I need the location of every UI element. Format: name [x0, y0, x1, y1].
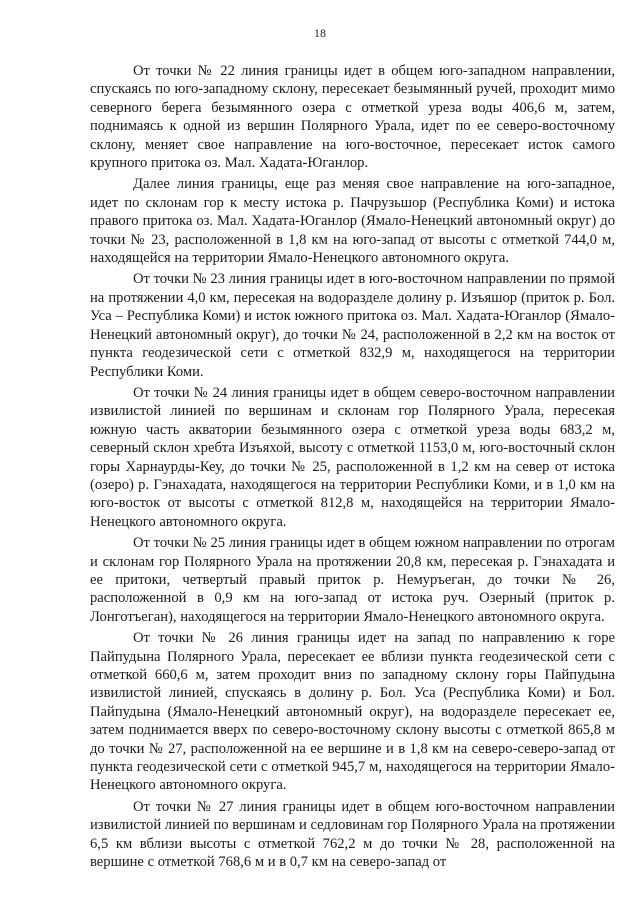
document-body — [90, 62, 615, 874]
paragraph-7: От точки № 27 линия границы идет в общем юго-восточном направлении извилистой линией по вершинам и седловинам гор Полярного Урала на протяжении 6,5 км вблизи высоты с отметкой 762,2 м до точки № 28, расположенной на вершине с отметкой 768,6 м и в 0,7 км на северо-запад от — [90, 798, 615, 871]
paragraph-5: От точки № 25 линия границы идет в общем южном направлении по отрогам и склонам гор Полярного Урала на протяжении 20,8 км, пересекая р. Гэнахадата и ее притоки, четвертый правый приток р. Немуръеган, до точки № 26, расположенной в 0,9 км на юго-запад от истока руч. Озерный (приток р. Лонготъеган), находящегося на территории Ямало-Ненецкого автономного округа. — [90, 535, 615, 625]
paragraph-4: От точки № 24 линия границы идет в общем северо-восточном направлении извилистой линией по вершинам и склонам гор Полярного Урала, пересекая южную часть акватории безымянного озера с отметкой уреза воды 683,2 м, северный склон хребта Изъяхой, высоту с отметкой 1153,0 м, юго-восточный склон горы Харнаурды-Кеу, до точки № 25, расположенной в 1,2 км на север от истока (озеро) р. Гэнахадата, находящегося на территории Республики Коми, и в 1,0 км на юго-восток от высоты с отметкой 812,8 м, находящейся на территории Ямало-Ненецкого автономного округа. — [90, 384, 615, 530]
paragraph-6: От точки № 26 линия границы идет на запад по направлению к горе Пайпудына Полярного Урала, пересекает ее вблизи пункта геодезической сети с отметкой 660,6 м, затем проходит вниз по западному склону горы Пайпудына извилистой линией, спускаясь в долину р. Бол. Уса (Республика Коми) и Бол. Пайпудына (Ямало-Ненецкий автономный округ), на водоразделе пересекает ее, затем поднимается вверх по северо-восточному склону высоты с отметкой 865,8 м до точки № 27, расположенной на ее вершине и в 1,8 км на северо-северо-запад от пункта геодезической сети с отметкой 945,7 м, находящегося на территории Ямало-Ненецкого автономного округа. — [90, 630, 615, 794]
paragraph-3: От точки № 23 линия границы идет в юго-восточном направлении по прямой на протяжении 4,0 км, пересекая на водоразделе долину р. Изъяшор (приток р. Бол. Уса – Республика Коми) и исток южного притока оз. Мал. Хадата-Юганлор (Ямало-Ненецкий автономный округ), до точки № 24, расположенной в 2,2 км на восток от пункта геодезической сети с отметкой 832,9 м, находящегося на территории Республики Коми. — [90, 271, 615, 380]
paragraph-1: От точки № 22 линия границы идет в общем юго-западном направлении, спускаясь по юго-западному склону, пересекает безымянный ручей, проходит мимо северного берега безымянного озера с отметкой уреза воды 406,6 м, затем, поднимаясь к одной из вершин Полярного Урала, идет по ее северо-восточному склону, меняет свое направление на юго-восточное, пересекает исток самого крупного притока оз. Мал. Хадата-Юганлор. — [90, 63, 615, 172]
page-number: 18 — [314, 26, 326, 40]
paragraph-2: Далее линия границы, еще раз меняя свое направление на юго-западное, идет по склонам гор к месту истока р. Пачрузьшор (Республика Коми) и истока правого притока оз. Мал. Хадата-Юганлор (Ямало-Ненецкий автономный округ) до точки № 23, расположенной в 1,8 км на юго-запад от высоты с отметкой 744,0 м, находящейся на территории Ямало-Ненецкого автономного округа. — [90, 176, 615, 267]
